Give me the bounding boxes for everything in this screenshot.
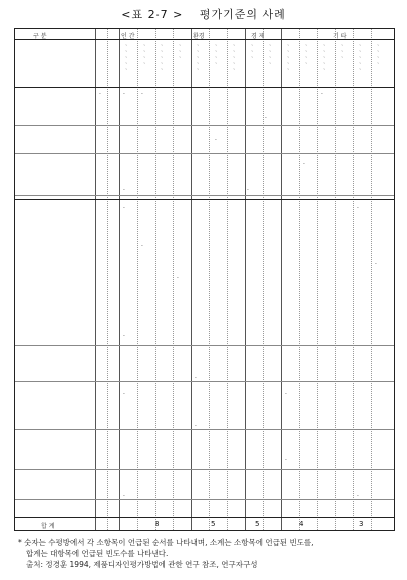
total-environment: 5 [211,520,216,528]
table-footnotes [18,537,398,570]
header-environment: 환경 [193,33,205,40]
header-other: 기 타 [333,33,347,40]
caption-title: 평가기준의 사례 [199,8,286,21]
footnote-line-1: * 숫자는 수평방에서 각 소항목이 언급된 순서를 나타내며, 소계는 소항목에 언급된 빈도를, [18,538,314,547]
header-classification: 구 분 [33,33,47,40]
footnote-source: 출처: 정경훈 1994, 제품디자인평가방법에 관한 연구 참조, 연구자구성 [26,560,258,569]
total-other-2: 3 [359,520,364,528]
header-economy: 경 제 [251,33,265,40]
total-row-label: 합 계 [41,523,55,530]
table-caption [0,6,407,22]
total-other-1: 4 [299,520,304,528]
total-human: 8 [155,520,160,528]
total-economy: 5 [255,520,260,528]
caption-number: <표 2-7 > [121,8,184,21]
header-human: 인 간 [121,33,135,40]
footnote-line-2: 합계는 대항목에 언급된 빈도수를 나타낸다. [26,549,169,558]
evaluation-criteria-table: 구 분 인 간 환경 경 제 기 타 ㆍㆍㆍㆍㆍ ㆍㆍㆍㆍ ㆍㆍㆍㆍㆍ ㆍㆍㆍ ㆍㆍㆍㆍㆍ ㆍㆍㆍㆍ ㆍㆍㆍㆍㆍ ㆍㆍㆍ ㆍㆍㆍㆍ ㆍㆍㆍㆍㆍ ㆍㆍㆍㆍ ㆍㆍㆍㆍㆍ ㆍㆍㆍ ㆍㆍㆍㆍㆍ ㆍㆍㆍㆍ · · · · · · · · · · · · · · · · · · · · · · 합 계 8 5 5 4 3 [14,28,395,531]
